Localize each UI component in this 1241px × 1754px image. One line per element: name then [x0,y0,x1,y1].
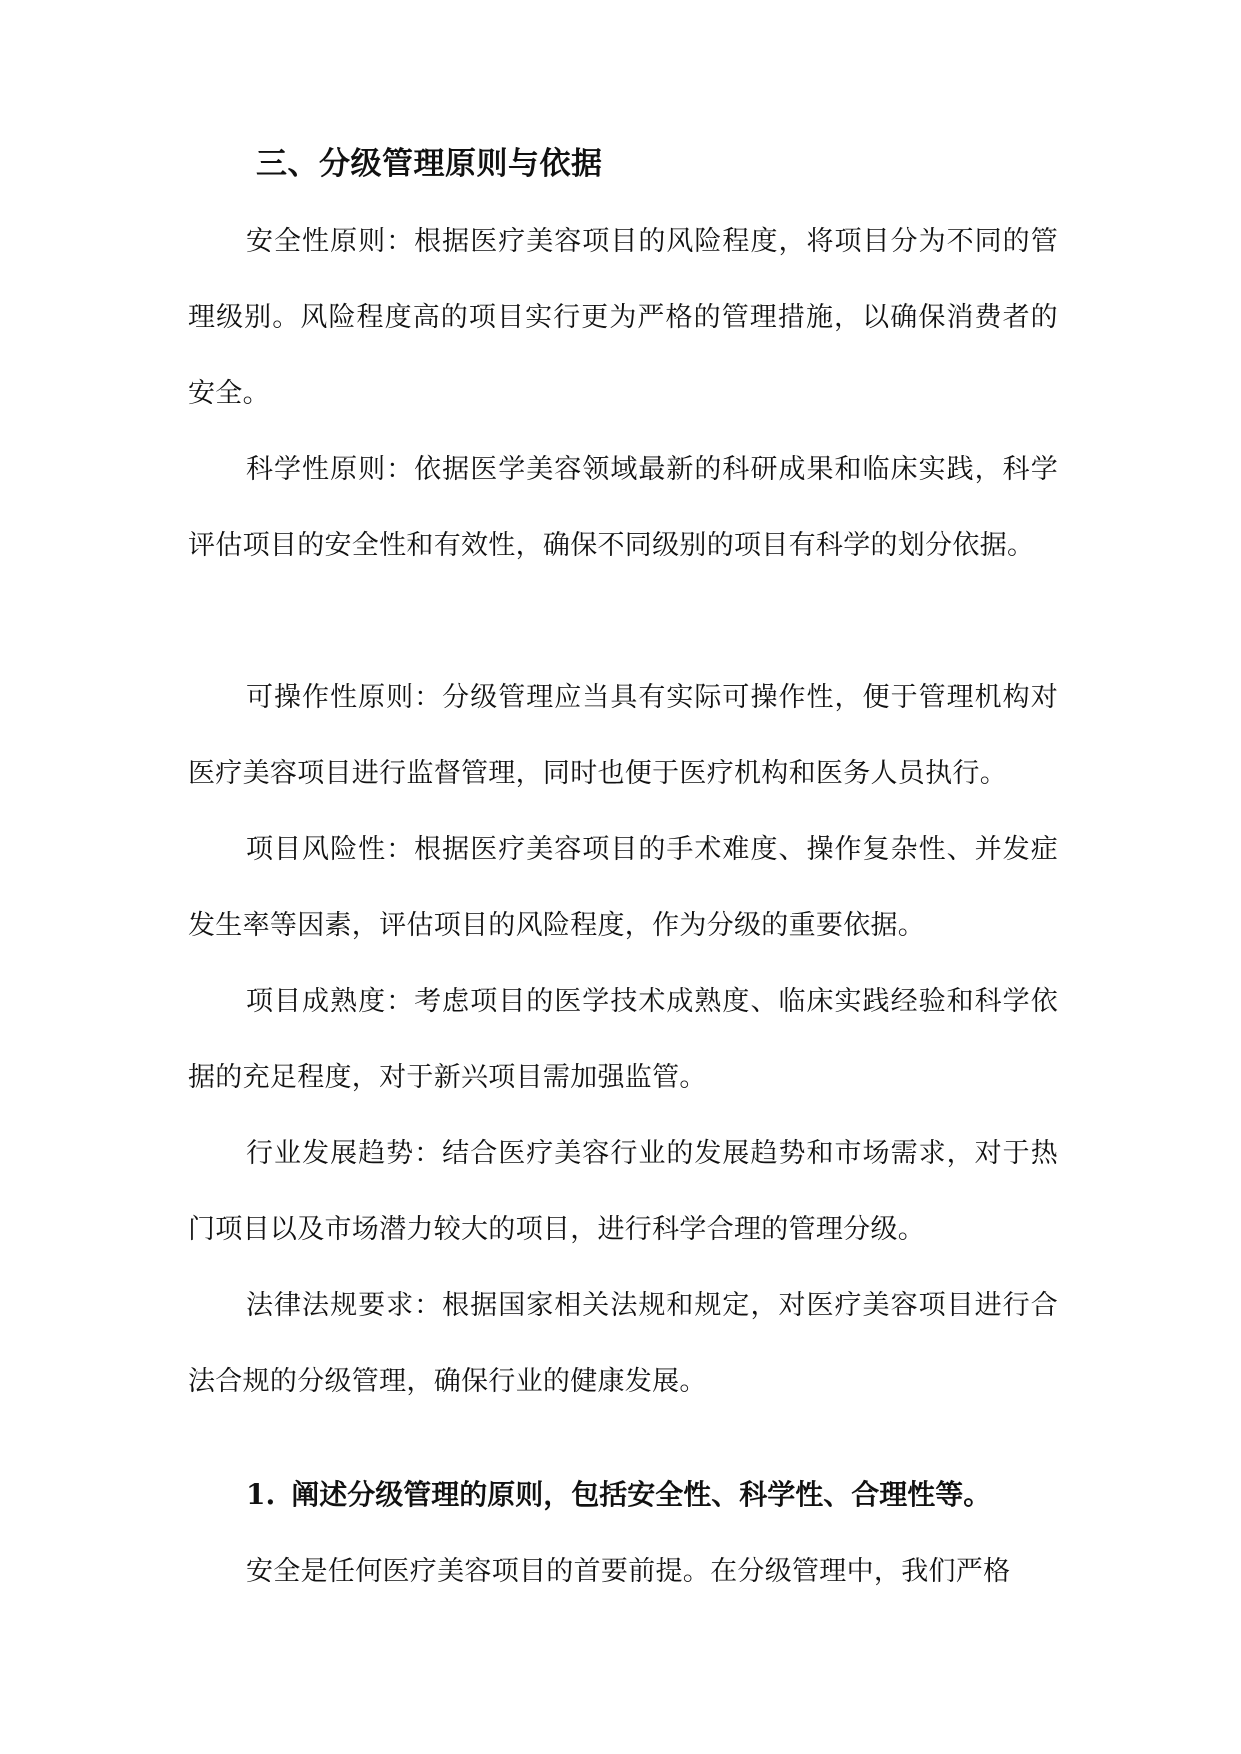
subsection-heading [246,1478,991,1512]
paragraph-safety-premise: 安全是任何医疗美容项目的首要前提。在分级管理中，我们严格 [246,1556,1011,1587]
paragraph-safety-principle: 安全性原则：根据医疗美容项目的风险程度，将项目分为不同的管理级别。风险程度高的项目实行更为严格的管理措施，以确保消费者的安全。 [188,226,1058,409]
paragraph-project-maturity: 项目成熟度：考虑项目的医学技术成熟度、临床实践经验和科学依据的充足程度，对于新兴项目需加强监管。 [188,986,1058,1093]
paragraph-scientific-principle: 科学性原则：依据医学美容领域最新的科研成果和临床实践，科学评估项目的安全性和有效性，确保不同级别的项目有科学的划分依据。 [188,454,1058,561]
paragraph-legal-requirements: 法律法规要求：根据国家相关法规和规定，对医疗美容项目进行合法合规的分级管理，确保行业的健康发展。 [188,1290,1058,1397]
paragraph-project-risk: 项目风险性：根据医疗美容项目的手术难度、操作复杂性、并发症发生率等因素，评估项目的风险程度，作为分级的重要依据。 [188,834,1058,941]
paragraph-operability-principle: 可操作性原则：分级管理应当具有实际可操作性，便于管理机构对医疗美容项目进行监督管理，同时也便于医疗机构和医务人员执行。 [188,682,1058,789]
section-heading: 三、分级管理原则与依据 [256,146,603,182]
subsection-title: 阐述分级管理的原则，包括安全性、科学性、合理性等。 [291,1478,992,1511]
paragraph-industry-trend: 行业发展趋势：结合医疗美容行业的发展趋势和市场需求，对于热门项目以及市场潜力较大的项目，进行科学合理的管理分级。 [188,1138,1058,1245]
subsection-number: 1. [246,1478,276,1511]
